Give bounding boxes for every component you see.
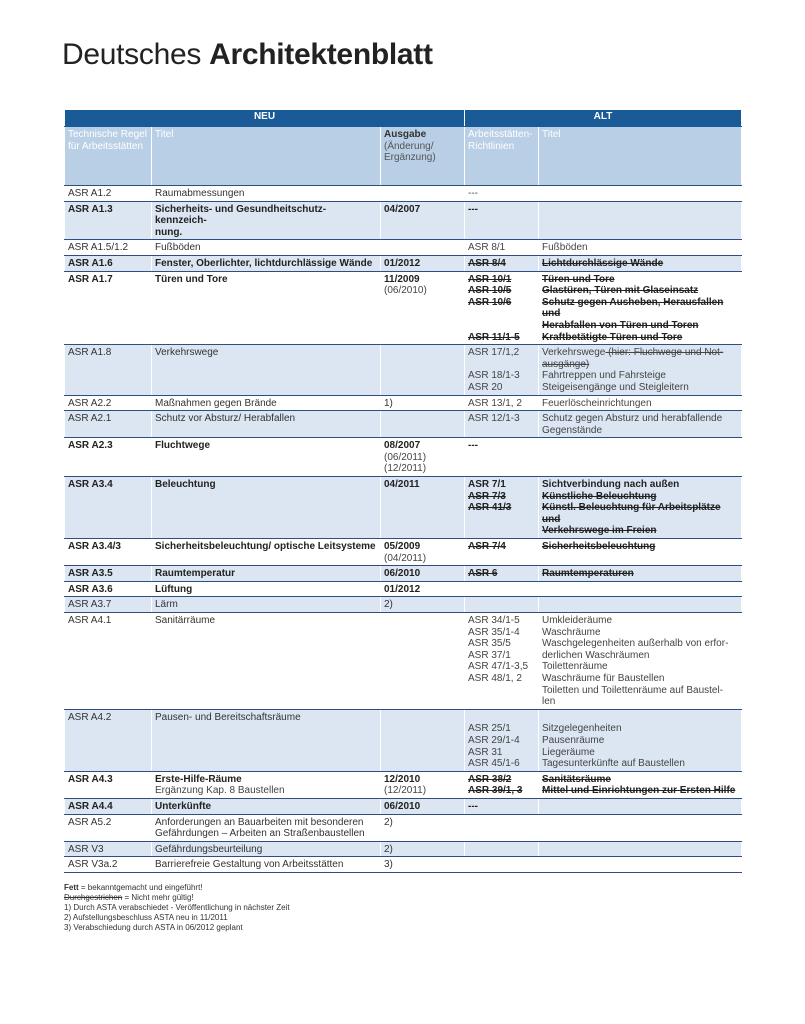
titel-line: Beleuchtung bbox=[155, 479, 216, 491]
cell-asr: ASR A2.2 bbox=[65, 395, 152, 411]
titel-alt-line: Pausenräume bbox=[542, 734, 605, 746]
table-row bbox=[65, 709, 742, 771]
titel-line: Fluchtwege bbox=[155, 440, 211, 452]
cell-ausgabe bbox=[381, 395, 465, 411]
titel-alt-line: Mittel und Einrichtungen zur Ersten Hilfe bbox=[542, 785, 736, 797]
titel-line: Fußböden bbox=[155, 242, 201, 254]
richtlinie-line: ASR 25/1 bbox=[468, 723, 511, 735]
titel-alt-line: Verkehrswege im Freien bbox=[542, 525, 657, 537]
cell-titel bbox=[152, 857, 381, 873]
cell-titel-alt bbox=[539, 814, 742, 841]
ausgabe-line: 05/2009 bbox=[384, 541, 421, 553]
ausgabe-line: 04/2007 bbox=[384, 203, 421, 215]
cell-richtlinie bbox=[465, 186, 539, 202]
cell-ausgabe bbox=[381, 613, 465, 710]
titel-line: Raumabmessungen bbox=[155, 188, 245, 199]
cell-titel-alt bbox=[539, 201, 742, 240]
cell-asr: ASR A4.4 bbox=[65, 798, 152, 814]
ausgabe-line: 06/2010 bbox=[384, 800, 421, 812]
cell-richtlinie bbox=[465, 411, 539, 438]
cell-titel bbox=[152, 709, 381, 771]
cell-asr: ASR A3.6 bbox=[65, 581, 152, 597]
titel-line: Fenster, Oberlichter, lichtdurchlässige Wände bbox=[155, 257, 373, 269]
cell-titel-alt bbox=[539, 566, 742, 582]
cell-asr: ASR A1.8 bbox=[65, 345, 152, 395]
cell-titel bbox=[152, 814, 381, 841]
cell-asr: ASR A4.3 bbox=[65, 771, 152, 798]
cell-richtlinie bbox=[465, 271, 539, 345]
cell-ausgabe bbox=[381, 771, 465, 798]
titel-line: Sicherheits- und Gesundheitschutz-kennzeich- bbox=[155, 203, 327, 227]
titel-alt-line: Waschgelegenheiten außerhalb von erfor- bbox=[542, 638, 729, 650]
cell-richtlinie bbox=[465, 395, 539, 411]
cell-asr: ASR A2.3 bbox=[65, 438, 152, 477]
titel-alt-line: Kraftbetätigte Türen und Tore bbox=[542, 331, 683, 343]
cell-richtlinie bbox=[465, 841, 539, 857]
cell-ausgabe bbox=[381, 566, 465, 582]
cell-titel-alt bbox=[539, 271, 742, 345]
titel-alt-line: Künstliche Beleuchtung bbox=[542, 490, 657, 502]
cell-ausgabe bbox=[381, 798, 465, 814]
cell-titel bbox=[152, 566, 381, 582]
cell-richtlinie bbox=[465, 814, 539, 841]
cell-ausgabe bbox=[381, 271, 465, 345]
titel-alt-line: Steigeisengänge und Steigleitern bbox=[542, 381, 689, 393]
cell-ausgabe bbox=[381, 255, 465, 271]
cell-ausgabe bbox=[381, 709, 465, 771]
cell-asr: ASR V3a.2 bbox=[65, 857, 152, 873]
cell-richtlinie bbox=[465, 345, 539, 395]
richtlinie-line: ASR 20 bbox=[468, 381, 503, 393]
richtlinie-line: --- bbox=[468, 800, 478, 812]
titel-alt-line: Toiletten und Toilettenräume auf Baustel- bbox=[542, 684, 724, 696]
cell-titel-alt bbox=[539, 709, 742, 771]
cell-asr: ASR V3 bbox=[65, 841, 152, 857]
cell-ausgabe bbox=[381, 841, 465, 857]
cell-titel bbox=[152, 186, 381, 202]
titel-line: Türen und Tore bbox=[155, 273, 228, 285]
cell-ausgabe bbox=[381, 411, 465, 438]
table-row bbox=[65, 201, 742, 240]
titel-line: nung. bbox=[155, 226, 183, 238]
table-row bbox=[65, 566, 742, 582]
table-row bbox=[65, 255, 742, 271]
cell-titel-alt bbox=[539, 771, 742, 798]
titel-alt-line: Liegeräume bbox=[542, 746, 595, 758]
cell-richtlinie bbox=[465, 539, 539, 566]
cell-ausgabe bbox=[381, 186, 465, 202]
titel-alt-line: Lichtdurchlässige Wände bbox=[542, 257, 664, 269]
richtlinie-line: ASR 35/1-4 bbox=[468, 626, 520, 638]
titel-alt-line: Sanitätsräume bbox=[542, 773, 611, 785]
column-header-row bbox=[65, 127, 742, 186]
richtlinie-line: ASR 7/3 bbox=[468, 490, 506, 502]
cell-titel bbox=[152, 255, 381, 271]
richtlinie-line: ASR 12/1-3 bbox=[468, 413, 520, 425]
cell-ausgabe bbox=[381, 814, 465, 841]
cell-titel bbox=[152, 411, 381, 438]
titel-alt-line: Gegenstände bbox=[542, 424, 603, 436]
legend-fett: Fett = bekanntgemacht und eingeführt! bbox=[64, 883, 203, 892]
group-header-row bbox=[65, 110, 742, 127]
richtlinie-line: ASR 39/1, 3 bbox=[468, 785, 523, 797]
titel-alt-line: Herabfallen von Türen und Toren bbox=[542, 319, 699, 331]
titel-line: Barrierefreie Gestaltung von Arbeitsstätten bbox=[155, 859, 344, 871]
table-row bbox=[65, 814, 742, 841]
titel-line: Lüftung bbox=[155, 583, 193, 595]
footnote-1: 1) Durch ASTA verabschiedet - Veröffentlichung in nächster Zeit bbox=[64, 903, 290, 912]
titel-alt-line: Sicherheitsbeleuchtung bbox=[542, 541, 656, 553]
col-ausgabe-header: Ausgabe (Änderung/ Ergänzung) bbox=[381, 127, 465, 186]
richtlinie-line: ASR 7/4 bbox=[468, 541, 506, 553]
cell-ausgabe bbox=[381, 240, 465, 256]
titel-line: Gefährdungen – Arbeiten an Straßenbaustellen bbox=[155, 828, 365, 840]
richtlinie-line: ASR 35/5 bbox=[468, 638, 511, 650]
title-bold: Architektenblatt bbox=[209, 38, 433, 71]
cell-titel-alt bbox=[539, 613, 742, 710]
ausgabe-line: 2) bbox=[384, 599, 393, 611]
richtlinie-line: ASR 47/1-3,5 bbox=[468, 661, 529, 673]
cell-asr: ASR A1.6 bbox=[65, 255, 152, 271]
cell-titel bbox=[152, 771, 381, 798]
cell-titel-alt bbox=[539, 438, 742, 477]
titel-alt-line: Fahrtreppen und Fahrsteige bbox=[542, 370, 666, 382]
titel-line: Anforderungen an Bauarbeiten mit besonderen bbox=[155, 816, 364, 828]
cell-titel-alt bbox=[539, 186, 742, 202]
cell-ausgabe bbox=[381, 539, 465, 566]
cell-richtlinie bbox=[465, 438, 539, 477]
titel-line: Sanitärräume bbox=[155, 615, 216, 626]
richtlinie-line: ASR 13/1, 2 bbox=[468, 397, 522, 409]
richtlinie-line: ASR 10/1 bbox=[468, 273, 512, 285]
titel-alt-line: Türen und Tore bbox=[542, 273, 615, 285]
titel-line: Unterkünfte bbox=[155, 800, 212, 812]
col-titel-header: Titel bbox=[152, 127, 381, 186]
cell-richtlinie bbox=[465, 240, 539, 256]
cell-richtlinie bbox=[465, 581, 539, 597]
cell-titel-alt bbox=[539, 411, 742, 438]
cell-titel bbox=[152, 271, 381, 345]
titel-line: Sicherheitsbeleuchtung/ optische Leitsysteme bbox=[155, 541, 376, 553]
cell-richtlinie bbox=[465, 566, 539, 582]
cell-ausgabe bbox=[381, 581, 465, 597]
cell-asr: ASR A5.2 bbox=[65, 814, 152, 841]
cell-titel-alt bbox=[539, 597, 742, 613]
titel-alt-line: Umkleideräume bbox=[542, 615, 613, 626]
richtlinie-line: ASR 18/1-3 bbox=[468, 370, 520, 382]
table-row bbox=[65, 186, 742, 202]
richtlinie-line bbox=[468, 712, 535, 724]
titel-alt-line: len bbox=[542, 696, 556, 708]
cell-asr: ASR A1.5/1.2 bbox=[65, 240, 152, 256]
titel-alt-line: Fußböden bbox=[542, 242, 588, 254]
richtlinie-line: ASR 8/1 bbox=[468, 242, 506, 254]
cell-titel bbox=[152, 597, 381, 613]
cell-titel bbox=[152, 613, 381, 710]
ausgabe-line: (04/2011) bbox=[384, 552, 427, 564]
ausgabe-line: 2) bbox=[384, 816, 393, 828]
group-old: ALT bbox=[465, 110, 742, 127]
footnote-3: 3) Verabschiedung durch ASTA in 06/2012 geplant bbox=[64, 923, 243, 932]
legend bbox=[64, 883, 290, 933]
richtlinie-line bbox=[468, 359, 535, 371]
table-row bbox=[65, 798, 742, 814]
titel-alt-line: Glastüren, Türen mit Glaseinsatz bbox=[542, 285, 699, 297]
richtlinie-line: ASR 41/3 bbox=[468, 502, 512, 514]
cell-titel bbox=[152, 841, 381, 857]
cell-richtlinie bbox=[465, 771, 539, 798]
cell-richtlinie bbox=[465, 613, 539, 710]
table-row bbox=[65, 597, 742, 613]
cell-titel bbox=[152, 477, 381, 539]
richtlinie-line: ASR 10/6 bbox=[468, 296, 512, 308]
cell-asr: ASR A1.3 bbox=[65, 201, 152, 240]
cell-richtlinie bbox=[465, 709, 539, 771]
cell-asr: ASR A4.2 bbox=[65, 709, 152, 771]
asr-table bbox=[64, 110, 742, 873]
col-richtlinien-header: Arbeitsstätten- Richtlinien bbox=[465, 127, 539, 186]
cell-ausgabe bbox=[381, 857, 465, 873]
cell-titel-alt bbox=[539, 581, 742, 597]
cell-asr: ASR A1.7 bbox=[65, 271, 152, 345]
richtlinie-line: ASR 29/1-4 bbox=[468, 734, 520, 746]
titel-alt-line: Tagesunterkünfte auf Baustellen bbox=[542, 758, 685, 770]
cell-ausgabe bbox=[381, 201, 465, 240]
table-row bbox=[65, 395, 742, 411]
cell-asr: ASR A3.7 bbox=[65, 597, 152, 613]
table-row bbox=[65, 857, 742, 873]
cell-titel bbox=[152, 240, 381, 256]
titel-sub: Ergänzung Kap. 8 Baustellen bbox=[155, 785, 285, 797]
titel-line: Maßnahmen gegen Brände bbox=[155, 397, 277, 409]
titel-line: Lärm bbox=[155, 599, 178, 611]
titel-alt-line: Sitzgelegenheiten bbox=[542, 723, 622, 735]
cell-richtlinie bbox=[465, 201, 539, 240]
table-row bbox=[65, 271, 742, 345]
cell-titel bbox=[152, 345, 381, 395]
table-row bbox=[65, 771, 742, 798]
cell-asr: ASR A1.2 bbox=[65, 186, 152, 202]
cell-richtlinie bbox=[465, 477, 539, 539]
richtlinie-line: ASR 37/1 bbox=[468, 649, 511, 661]
titel-alt-line: Schutz gegen Ausheben, Herausfallen und bbox=[542, 296, 724, 320]
richtlinie-line: --- bbox=[468, 203, 478, 215]
table-row bbox=[65, 613, 742, 710]
richtlinie-line: ASR 11/1-5 bbox=[468, 331, 520, 343]
ausgabe-line: (12/2011) bbox=[384, 785, 427, 797]
ausgabe-line: (06/2011) bbox=[384, 451, 427, 463]
cell-titel-alt bbox=[539, 240, 742, 256]
cell-titel bbox=[152, 798, 381, 814]
richtlinie-line bbox=[468, 308, 535, 320]
cell-ausgabe bbox=[381, 345, 465, 395]
richtlinie-line: ASR 45/1-6 bbox=[468, 758, 520, 770]
richtlinie-line: ASR 34/1-5 bbox=[468, 615, 520, 626]
cell-titel-alt bbox=[539, 255, 742, 271]
richtlinie-line: ASR 7/1 bbox=[468, 479, 506, 491]
titel-alt-line bbox=[542, 712, 738, 724]
richtlinie-line: --- bbox=[468, 440, 478, 452]
title-light: Deutsches bbox=[62, 38, 202, 71]
richtlinie-line: ASR 17/1,2 bbox=[468, 347, 520, 359]
ausgabe-line: 12/2010 bbox=[384, 773, 421, 785]
titel-line: Gefährdungsbeurteilung bbox=[155, 843, 263, 855]
ausgabe-line: 1) bbox=[384, 397, 393, 409]
cell-titel-alt bbox=[539, 841, 742, 857]
cell-titel-alt bbox=[539, 798, 742, 814]
col-asr-header: Technische Regel für Arbeitsstätten bbox=[65, 127, 152, 186]
legend-durch: Durchgestrichen = Nicht mehr gültig! bbox=[64, 893, 194, 902]
ausgabe-line: (06/2010) bbox=[384, 285, 427, 297]
cell-ausgabe bbox=[381, 477, 465, 539]
richtlinie-line: --- bbox=[468, 188, 478, 199]
richtlinie-line: ASR 31 bbox=[468, 746, 503, 758]
cell-asr: ASR A4.1 bbox=[65, 613, 152, 710]
ausgabe-line: (12/2011) bbox=[384, 463, 427, 475]
titel-alt-line: Feuerlöscheinrichtungen bbox=[542, 397, 652, 409]
ausgabe-line: 06/2010 bbox=[384, 568, 421, 580]
titel-alt-line: ausgänge) bbox=[542, 358, 590, 370]
cell-titel-alt bbox=[539, 477, 742, 539]
cell-richtlinie bbox=[465, 597, 539, 613]
titel-line: Schutz vor Absturz/ Herabfallen bbox=[155, 413, 296, 425]
titel-line: Verkehrswege bbox=[155, 347, 219, 359]
ausgabe-line: 11/2009 bbox=[384, 273, 420, 285]
richtlinie-line: ASR 38/2 bbox=[468, 773, 512, 785]
richtlinie-line bbox=[468, 320, 535, 332]
titel-alt-line: Toilettenräume bbox=[542, 661, 608, 673]
page-title bbox=[62, 38, 433, 72]
titel-line: Pausen- und Bereitschaftsräume bbox=[155, 711, 301, 723]
footnote-2: 2) Aufstellungsbeschluss ASTA neu in 11/2011 bbox=[64, 913, 228, 922]
titel-line: Erste-Hilfe-Räume bbox=[155, 773, 242, 785]
table-row bbox=[65, 841, 742, 857]
cell-titel bbox=[152, 395, 381, 411]
ausgabe-line: 08/2007 bbox=[384, 440, 421, 452]
titel-line: Raumtemperatur bbox=[155, 568, 236, 580]
cell-titel bbox=[152, 438, 381, 477]
cell-ausgabe bbox=[381, 438, 465, 477]
ausgabe-line: 04/2011 bbox=[384, 479, 420, 491]
cell-titel-alt bbox=[539, 395, 742, 411]
table-row bbox=[65, 438, 742, 477]
table-row bbox=[65, 539, 742, 566]
table-row bbox=[65, 477, 742, 539]
cell-asr: ASR A3.4 bbox=[65, 477, 152, 539]
ausgabe-line: 01/2012 bbox=[384, 583, 421, 595]
titel-alt-line: Schutz gegen Absturz und herabfallende bbox=[542, 413, 723, 425]
cell-asr: ASR A3.5 bbox=[65, 566, 152, 582]
titel-alt-line: Sichtverbindung nach außen bbox=[542, 479, 680, 491]
table-row bbox=[65, 581, 742, 597]
cell-richtlinie bbox=[465, 255, 539, 271]
cell-titel bbox=[152, 201, 381, 240]
titel-alt-line: Waschräume für Baustellen bbox=[542, 672, 665, 684]
cell-titel-alt bbox=[539, 539, 742, 566]
cell-ausgabe bbox=[381, 597, 465, 613]
cell-richtlinie bbox=[465, 857, 539, 873]
cell-titel bbox=[152, 581, 381, 597]
table-row bbox=[65, 240, 742, 256]
cell-richtlinie bbox=[465, 798, 539, 814]
titel-alt-line: Verkehrswege (hier: Fluchwege und Not- bbox=[542, 347, 724, 359]
cell-asr: ASR A3.4/3 bbox=[65, 539, 152, 566]
richtlinie-line: ASR 48/1, 2 bbox=[468, 672, 522, 684]
titel-alt-line: derlichen Waschräumen bbox=[542, 649, 650, 661]
cell-titel bbox=[152, 539, 381, 566]
cell-titel-alt bbox=[539, 345, 742, 395]
richtlinie-line: ASR 6 bbox=[468, 568, 498, 580]
group-new: NEU bbox=[65, 110, 465, 127]
table-row bbox=[65, 345, 742, 395]
richtlinie-line: ASR 8/4 bbox=[468, 257, 506, 269]
ausgabe-line: 3) bbox=[384, 859, 393, 871]
cell-titel-alt bbox=[539, 857, 742, 873]
titel-alt-line: Raumtemperaturen bbox=[542, 568, 634, 580]
titel-alt-line: Künstl. Beleuchtung für Arbeitsplätze und bbox=[542, 502, 721, 525]
col-titel-alt-header: Titel bbox=[539, 127, 742, 186]
titel-alt-line: Waschräume bbox=[542, 626, 601, 638]
richtlinie-line: ASR 10/5 bbox=[468, 285, 512, 297]
cell-asr: ASR A2.1 bbox=[65, 411, 152, 438]
ausgabe-line: 01/2012 bbox=[384, 257, 421, 269]
table-row bbox=[65, 411, 742, 438]
ausgabe-line: 2) bbox=[384, 843, 393, 855]
